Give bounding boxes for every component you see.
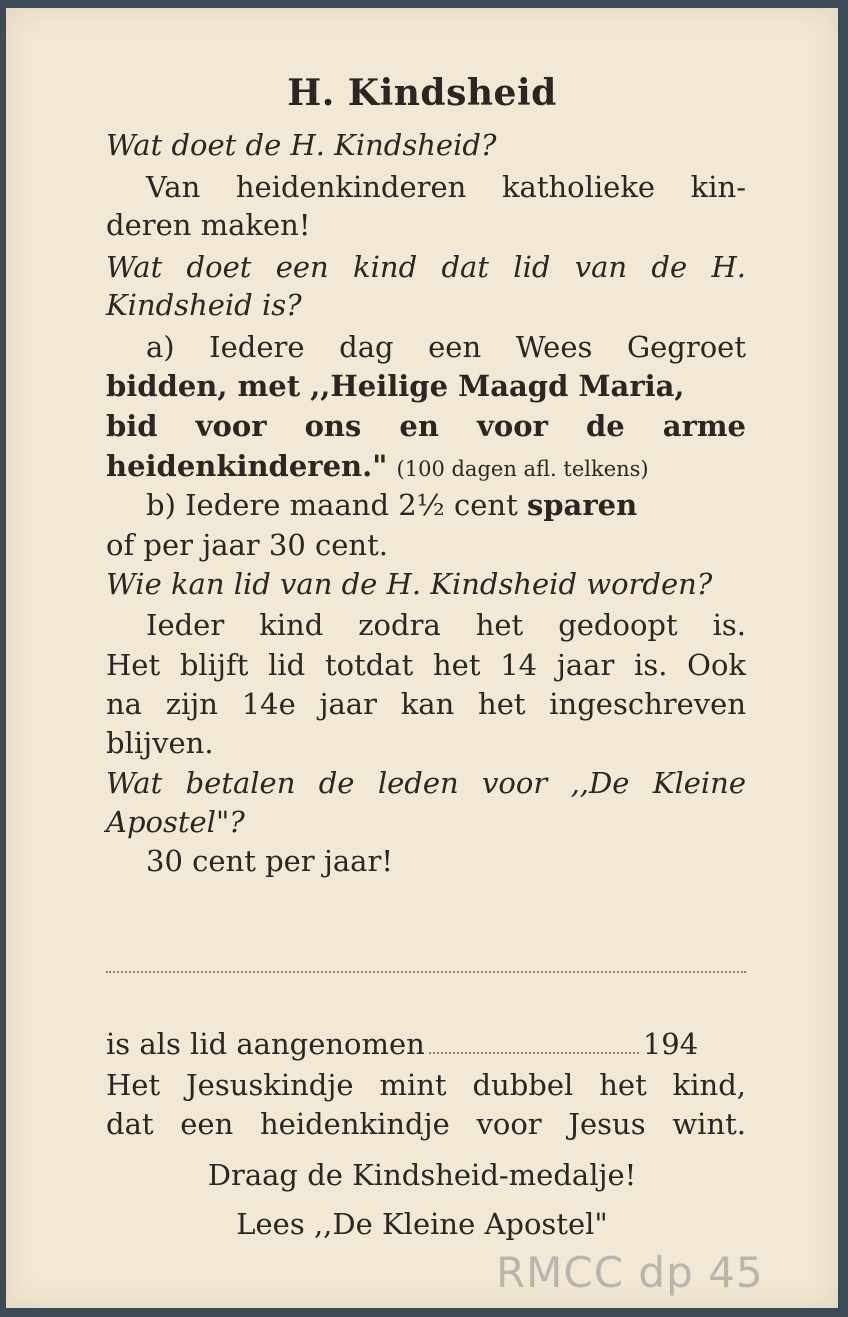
answer-1-line-2: deren maken! (106, 208, 311, 242)
answer-4: 30 cent per jaar! (146, 844, 393, 878)
answer-2-line-3: bid voor ons en voor de arme (106, 409, 746, 443)
read-line: Lees ,,De Kleine Apostel" (236, 1207, 608, 1241)
date-fill-line (429, 1051, 639, 1054)
answer-2-prayer: met ,,Heilige Maagd Maria, (227, 369, 685, 403)
answer-2-line-2 (106, 367, 746, 405)
answer-2-line-4 (106, 447, 746, 485)
verse-line-2: dat een heidenkindje voor Jesus wint. (106, 1107, 746, 1141)
answer-3-line-1: Ieder kind zodra het gedoopt is. (146, 608, 746, 642)
medal-line: Draag de Kindsheid-medalje! (207, 1158, 637, 1192)
accepted-label: is als lid aangenomen (106, 1027, 425, 1061)
answer-3-line-4: blijven. (106, 726, 214, 760)
answer-2-line-5 (146, 486, 746, 524)
prayer-card (6, 8, 838, 1308)
answer-2-line-6: of per jaar 30 cent. (106, 528, 388, 562)
answer-3-line-2: Het blijft lid totdat het 14 jaar is. Ook (106, 648, 746, 682)
answer-2-monthly: b) Iedere maand 2½ cent (146, 488, 518, 522)
accepted-line (106, 1025, 746, 1063)
question-4-line-1: Wat betalen de leden voor ,,De Kleine (106, 766, 746, 800)
question-2-line-1: Wat doet een kind dat lid van de H. (106, 250, 746, 284)
year-prefix: 194 (642, 1027, 699, 1061)
question-1: Wat doet de H. Kindsheid? (106, 128, 497, 162)
answer-1-line-1: Van heidenkinderen katholieke kin- (146, 170, 746, 204)
question-4-line-2: Apostel"? (106, 805, 245, 839)
archive-stamp: RMCC dp 45 (496, 1248, 764, 1297)
answer-3-line-3: na zijn 14e jaar kan het ingeschreven (106, 687, 746, 721)
answer-2-bold-word: bidden, (106, 369, 228, 403)
indulgence-note: (100 dagen afl. telkens) (396, 457, 649, 481)
question-3: Wie kan lid van de H. Kindsheid worden? (106, 567, 713, 601)
answer-2-sparen: sparen (526, 488, 638, 522)
verse-line-1: Het Jesuskindje mint dubbel het kind, (106, 1068, 746, 1102)
question-2-line-2: Kindsheid is? (106, 288, 302, 322)
name-fill-line (106, 971, 746, 973)
answer-2-line-1: a) Iedere dag een Wees Gegroet (146, 330, 746, 364)
answer-2-heidenkinderen: heidenkinderen." (106, 449, 388, 483)
page-title: H. Kindsheid (287, 72, 557, 114)
